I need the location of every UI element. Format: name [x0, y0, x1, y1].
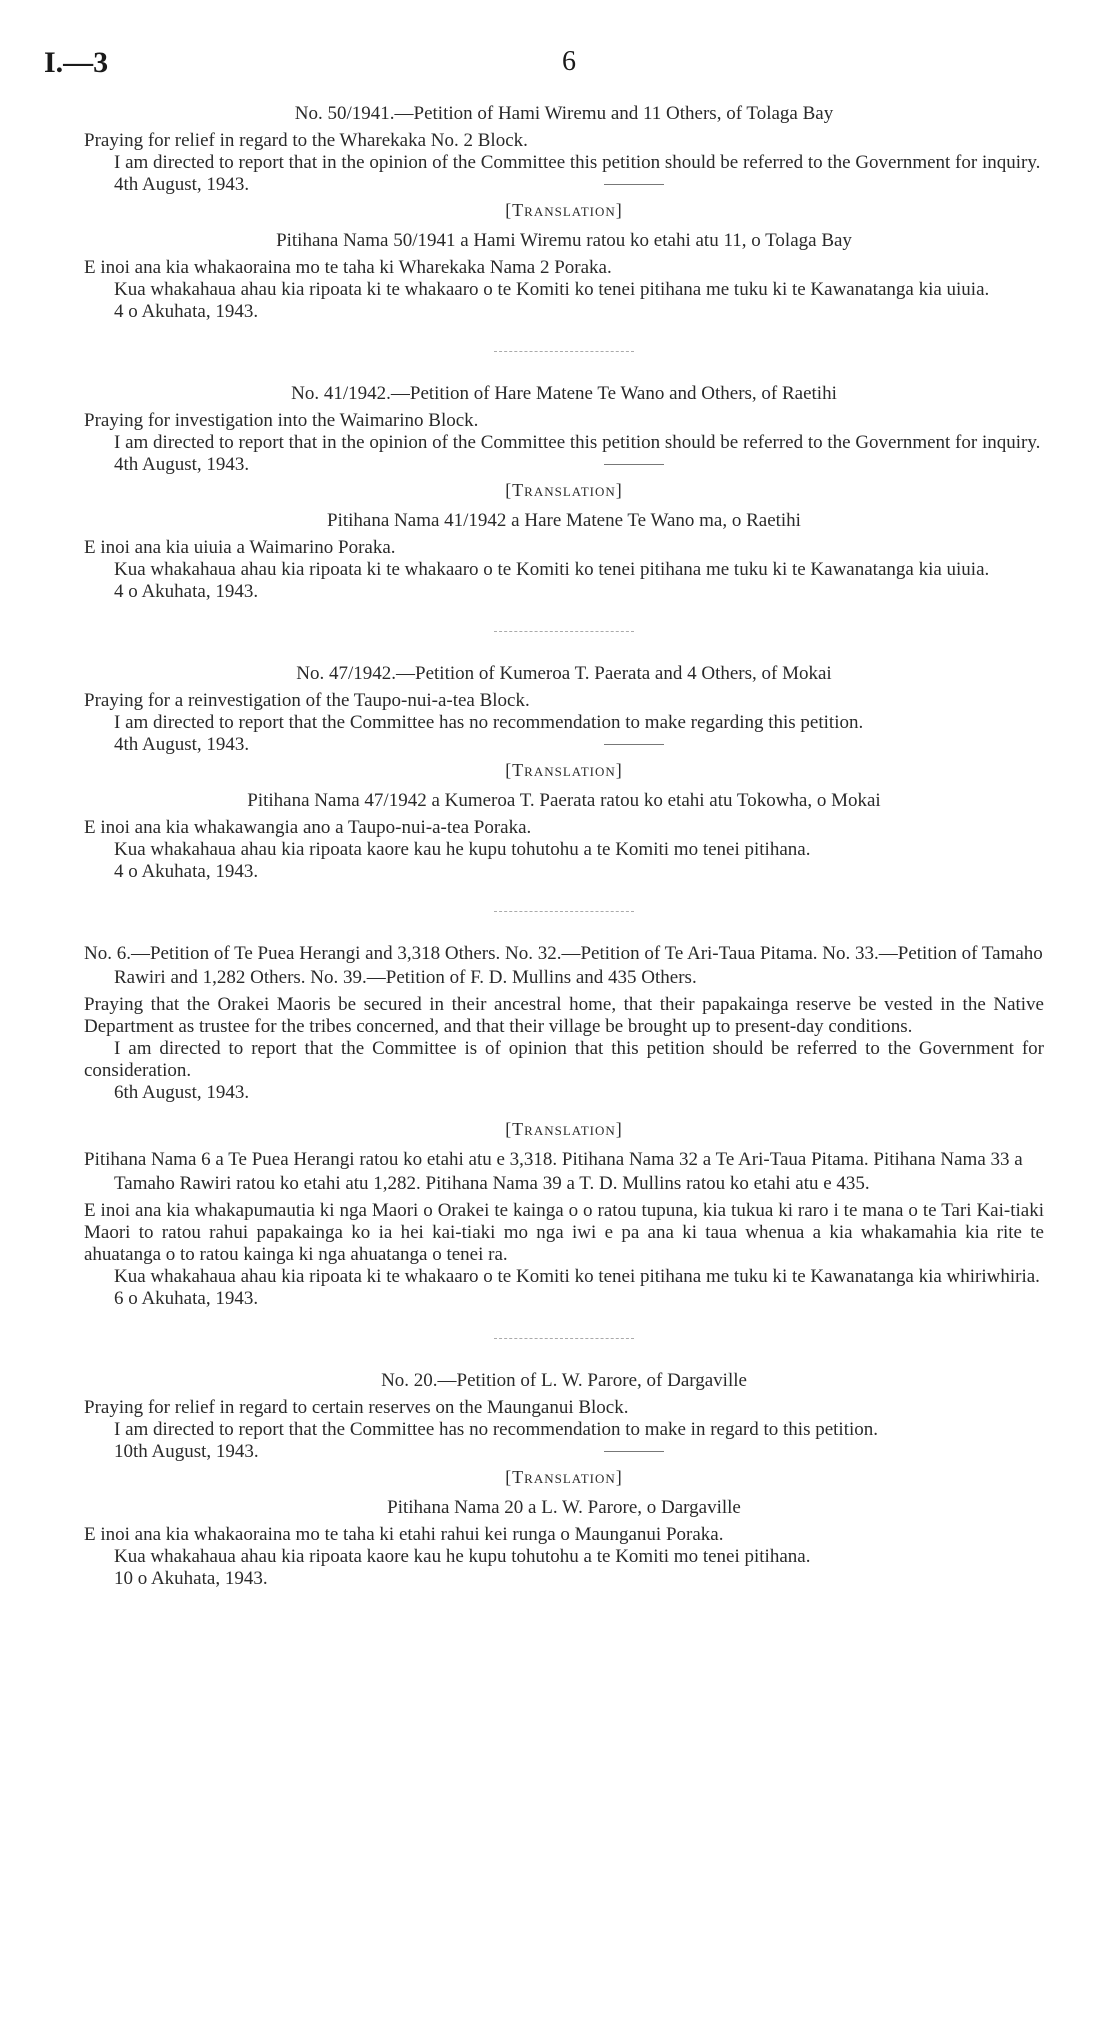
petition-title: No. 6.—Petition of Te Puea Herangi and 3,318 Others. No. 32.—Petition of Te Ari-Taua Pitama. No. 33.—Petition of Tamaho Rawiri and 1,282 Others. No. 39.—Petition of F. D. Mullins and 435 Others. [84, 943, 1043, 988]
short-divider [604, 744, 664, 745]
petition-title: No. 41/1942.—Petition of Hare Matene Te Wano and Others, of Raetihi [291, 383, 837, 404]
petition-section [84, 1369, 1044, 1590]
translation-label: [Translation] [505, 760, 623, 780]
translation-title: Pitihana Nama 41/1942 a Hare Matene Te Wano ma, o Raetihi [327, 510, 801, 531]
paper-reference: I.—3 [44, 46, 109, 79]
translation-praying: E inoi ana kia whakaoraina mo te taha ki etahi rahui kei runga o Maunganui Poraka. [84, 1524, 724, 1545]
translation-praying: E inoi ana kia whakawangia ano a Taupo-nui-a-tea Poraka. [84, 817, 532, 838]
translation-label: [Translation] [505, 1119, 623, 1139]
section-divider [494, 911, 634, 912]
committee-report: I am directed to report that the Committee has no recommendation to make regarding this petition. [114, 712, 864, 733]
translation-report: Kua whakahaua ahau kia ripoata ki te whakaaro o te Komiti ko tenei pitihana me tuku ki te Kawanatanga kia uiuia. [114, 559, 990, 580]
committee-report: I am directed to report that the Committee has no recommendation to make in regard to this petition. [114, 1419, 879, 1440]
petition-title: No. 20.—Petition of L. W. Parore, of Dargaville [381, 1370, 747, 1391]
report-date: 6th August, 1943. [114, 1082, 250, 1103]
report-date: 4th August, 1943. [114, 174, 250, 195]
translation-report: Kua whakahaua ahau kia ripoata ki te whakaaro o te Komiti ko tenei pitihana me tuku ki te Kawanatanga kia uiuia. [114, 279, 990, 300]
committee-report: I am directed to report that in the opinion of the Committee this petition should be referred to the Government for inquiry. [114, 152, 1041, 173]
petition-title: No. 50/1941.—Petition of Hami Wiremu and 11 Others, of Tolaga Bay [294, 103, 834, 124]
section-divider [494, 351, 634, 352]
translation-date: 10 o Akuhata, 1943. [114, 1568, 268, 1589]
committee-report: I am directed to report that the Committee is of opinion that this petition should be referred to the Government for consideration. [84, 1038, 1044, 1081]
petition-title: No. 47/1942.—Petition of Kumeroa T. Paerata and 4 Others, of Mokai [296, 663, 832, 684]
translation-report: Kua whakahaua ahau kia ripoata kaore kau he kupu tohutohu a te Komiti mo tenei pitihana. [114, 839, 811, 860]
petition-section [84, 662, 1044, 912]
petition-praying: Praying that the Orakei Maoris be secured in their ancestral home, that their papakainga reserve be vested in the Native Department as trustee for the tribes concerned, and that their village be brought up to present-day conditions. [84, 994, 1044, 1037]
translation-label: [Translation] [505, 1467, 623, 1487]
translation-title: Pitihana Nama 50/1941 a Hami Wiremu ratou ko etahi atu 11, o Tolaga Bay [276, 230, 852, 251]
translation-label: [Translation] [505, 480, 623, 500]
page-header [44, 46, 1044, 86]
petition-praying: Praying for relief in regard to the Wharekaka No. 2 Block. [84, 130, 528, 151]
petition-praying: Praying for a reinvestigation of the Taupo-nui-a-tea Block. [84, 690, 530, 711]
translation-title: Pitihana Nama 6 a Te Puea Herangi ratou ko etahi atu e 3,318. Pitihana Nama 32 a Te Ari-Taua Pitama. Pitihana Nama 33 a Tamaho Rawiri ratou ko etahi atu 1,282. Pitihana Nama 39 a T. D. Mullins ratou ko etahi atu e 435. [84, 1149, 1023, 1194]
translation-title: Pitihana Nama 20 a L. W. Parore, o Dargaville [387, 1497, 741, 1518]
translation-praying: E inoi ana kia uiuia a Waimarino Poraka. [84, 537, 396, 558]
petition-section [84, 102, 1044, 352]
translation-report: Kua whakahaua ahau kia ripoata ki te whakaaro o te Komiti ko tenei pitihana me tuku ki te Kawanatanga kia whiriwhiria. [114, 1266, 1040, 1287]
section-divider [494, 631, 634, 632]
petition-section [84, 942, 1044, 1339]
report-date: 4th August, 1943. [114, 734, 250, 755]
page-number: 6 [562, 46, 576, 77]
petition-praying: Praying for investigation into the Waimarino Block. [84, 410, 479, 431]
short-divider [604, 184, 664, 185]
translation-praying: E inoi ana kia whakaoraina mo te taha ki Wharekaka Nama 2 Poraka. [84, 257, 612, 278]
report-date: 4th August, 1943. [114, 454, 250, 475]
translation-label: [Translation] [505, 200, 623, 220]
short-divider [604, 464, 664, 465]
committee-report: I am directed to report that in the opinion of the Committee this petition should be referred to the Government for inquiry. [114, 432, 1041, 453]
page-content [84, 102, 1044, 1590]
translation-praying: E inoi ana kia whakapumautia ki nga Maori o Orakei te kainga o o ratou tupuna, kia tukua ki raro i te mana o te Tari Kai-tiaki Maori to ratou rahui papakainga ko ia hei kai-tiaki mo nga iwi e pa ana ki taua whenua a kia whakamahia kia rite te ahuatanga o to ratou kainga ki nga ahuatanga o tenei ra. [84, 1200, 1044, 1265]
petition-section [84, 382, 1044, 632]
translation-title: Pitihana Nama 47/1942 a Kumeroa T. Paerata ratou ko etahi atu Tokowha, o Mokai [247, 790, 881, 811]
translation-date: 4 o Akuhata, 1943. [114, 861, 259, 882]
report-date: 10th August, 1943. [114, 1441, 259, 1462]
translation-date: 4 o Akuhata, 1943. [114, 581, 259, 602]
petition-praying: Praying for relief in regard to certain reserves on the Maunganui Block. [84, 1397, 629, 1418]
section-divider [494, 1338, 634, 1339]
translation-date: 6 o Akuhata, 1943. [114, 1288, 259, 1309]
translation-date: 4 o Akuhata, 1943. [114, 301, 259, 322]
translation-report: Kua whakahaua ahau kia ripoata kaore kau he kupu tohutohu a te Komiti mo tenei pitihana. [114, 1546, 811, 1567]
short-divider [604, 1451, 664, 1452]
